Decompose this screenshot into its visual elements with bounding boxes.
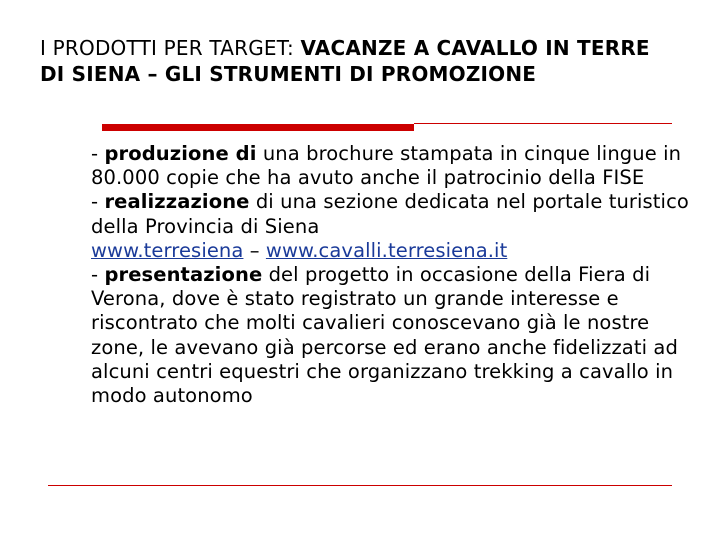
title-underline-thin — [414, 123, 672, 124]
slide-body — [91, 142, 691, 408]
link-separator: – — [243, 238, 266, 262]
list-item-presentation — [91, 263, 691, 408]
title-emphasis: VACANZE A CAVALLO IN TERRE DI SIENA – GLI STRUMENTI DI PROMOZIONE — [40, 36, 650, 86]
item-dash: - — [91, 190, 105, 214]
list-item-production — [91, 142, 691, 190]
item-keyword: realizzazione — [104, 190, 250, 214]
item-keyword: produzione di — [104, 142, 257, 165]
item-text: di una sezione dedicata nel portale turistico della Provincia di Siena — [91, 190, 689, 238]
title-prefix: I PRODOTTI PER TARGET: — [40, 36, 301, 60]
footer-rule — [48, 485, 672, 486]
slide-title — [40, 35, 680, 87]
terresiena-link[interactable]: www.terresiena — [91, 238, 244, 262]
item-text: una brochure stampata in cinque lingue in 80.000 copie che ha avuto anche il patrocinio della FISE — [91, 142, 682, 190]
item-dash: - — [91, 142, 105, 165]
title-underline-thick — [102, 124, 414, 131]
list-item-realization — [91, 190, 691, 263]
cavalli-terresiena-link[interactable]: www.cavalli.terresiena.it — [265, 238, 508, 262]
item-keyword: presentazione — [104, 263, 263, 287]
item-dash: - — [91, 263, 105, 287]
item-text: del progetto in occasione della Fiera di Verona, dove è stato registrato un grande interesse e riscontrato che molti cavalieri conoscevano già le nostre zone, le avevano già percorse ed erano anche fidelizzati ad alcuni centri equestri che organizzano trekking a cavallo in modo autonomo — [91, 263, 678, 408]
